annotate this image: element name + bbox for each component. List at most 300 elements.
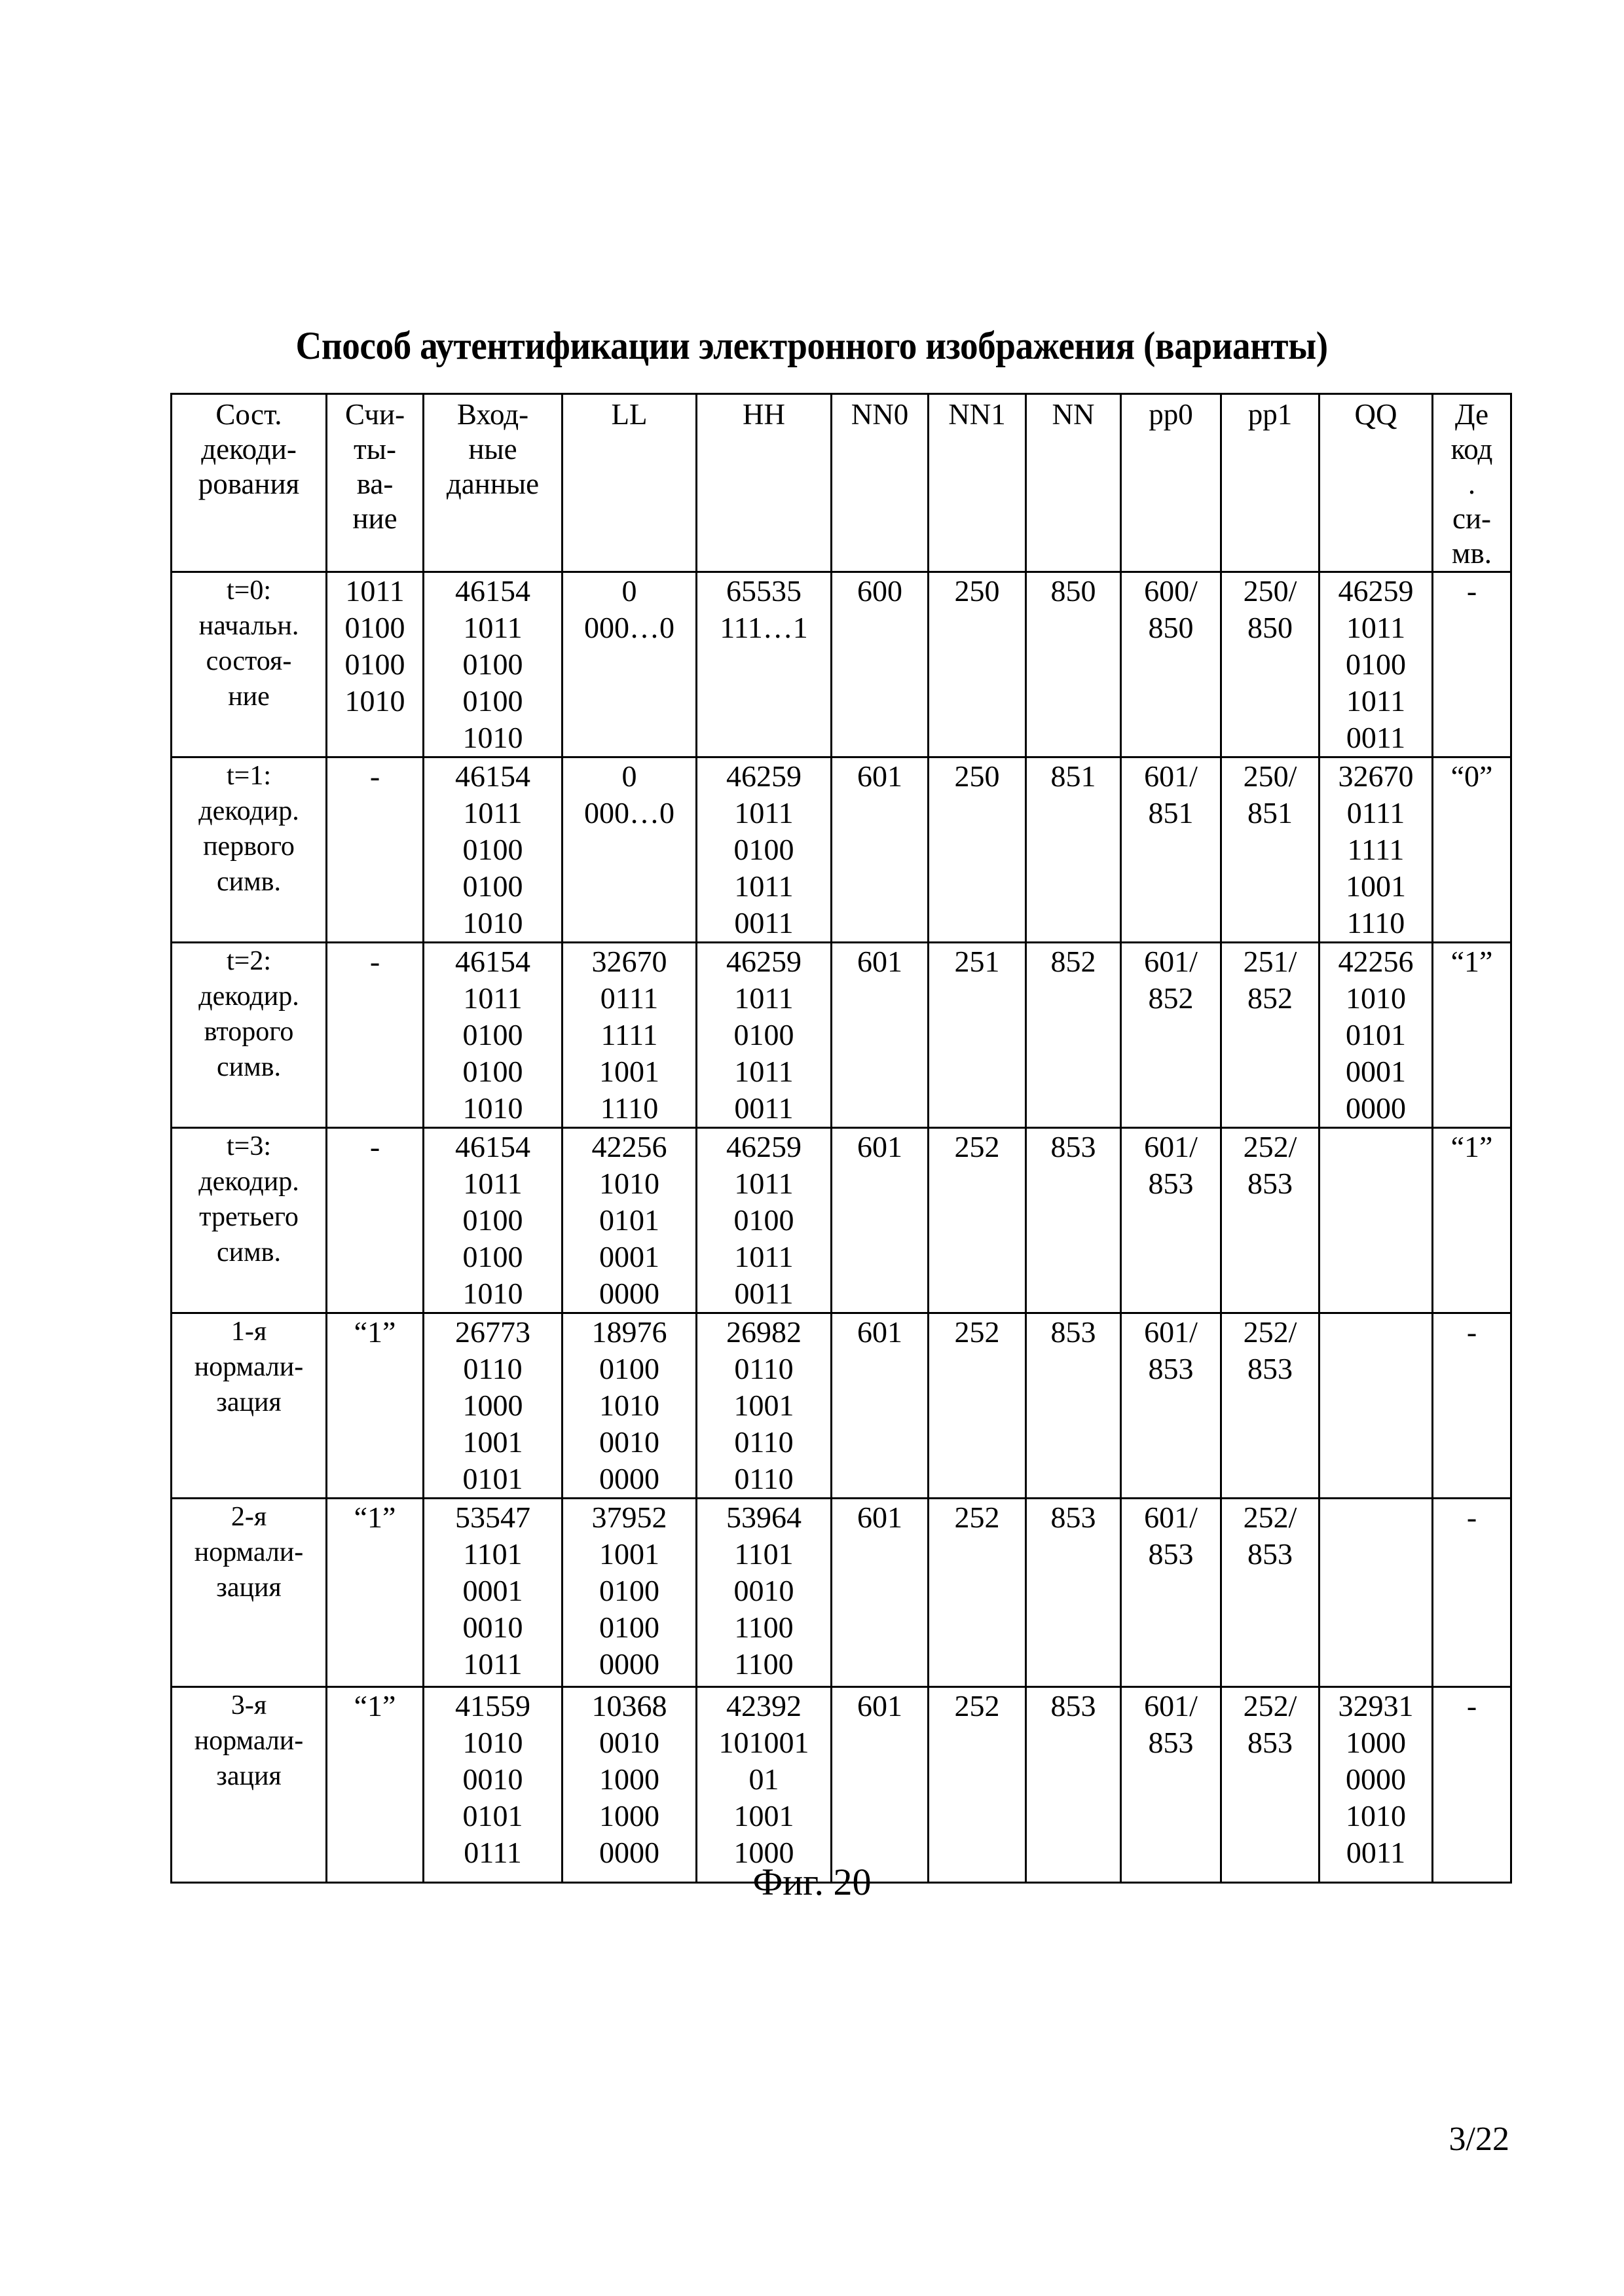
cell-ll [563,943,697,1128]
cell-line: 850 [1122,610,1220,646]
cell-state [172,1687,327,1883]
cell-input-data [424,1499,563,1687]
cell-line: 1001 [1320,868,1431,905]
cell-line: 1011 [424,980,561,1017]
cell-line: 252 [929,1129,1025,1165]
cell-line: 1000 [563,1761,695,1798]
cell-line: 852 [1222,980,1318,1017]
cell-line: “1” [1433,943,1510,980]
header-line: си- [1433,501,1510,536]
cell-line: 1101 [424,1536,561,1573]
cell-line: 10368 [563,1688,695,1724]
header-line: ние [327,501,422,536]
cell-line: 1100 [697,1646,830,1683]
cell-line: t=0: [172,573,325,608]
cell-qq [1320,757,1433,943]
cell-nn0 [832,1687,929,1883]
cell-line: 0100 [424,646,561,683]
cell-line: 0100 [327,610,422,646]
cell-line: 1010 [424,905,561,941]
cell-line: 53547 [424,1499,561,1536]
cell-line: 0010 [563,1424,695,1461]
cell-line: 601 [832,1688,927,1724]
column-header-nn [1026,394,1121,572]
cell-line: 1011 [1320,683,1431,720]
cell-line: 853 [1222,1724,1318,1761]
cell-line: 601 [832,1499,927,1536]
cell-line: 601/ [1122,1129,1220,1165]
cell-line: 853 [1222,1165,1318,1202]
header-line: рования [172,467,325,501]
cell-line: 252 [929,1688,1025,1724]
cell-line: зация [172,1570,325,1605]
cell-line: 0000 [1320,1090,1431,1127]
decoding-state-table [170,393,1512,1884]
table-row [172,1128,1511,1313]
cell-qq [1320,1128,1433,1313]
cell-line: 0011 [697,905,830,941]
column-header-reading [327,394,424,572]
cell-hh [697,1128,832,1313]
cell-line: нормали- [172,1535,325,1570]
cell-line: 32931 [1320,1688,1431,1724]
cell-nn [1026,1499,1121,1687]
cell-line: 0110 [697,1424,830,1461]
cell-input-data [424,1313,563,1499]
header-line: Вход- [424,397,561,432]
cell-line: 111…1 [697,610,830,646]
cell-line: 0100 [424,1017,561,1053]
cell-decoded-symbol [1433,1499,1511,1687]
cell-line: 2-я [172,1499,325,1535]
cell-line: 65535 [697,573,830,610]
cell-line: 0100 [697,1202,830,1239]
cell-pp0 [1121,572,1221,757]
header-line: QQ [1320,397,1431,432]
cell-line: “1” [327,1314,422,1351]
header-line: LL [563,397,695,432]
cell-reading [327,943,424,1128]
cell-line: - [327,943,422,980]
table-row [172,1499,1511,1687]
cell-line: нормали- [172,1723,325,1758]
cell-line: 46154 [424,1129,561,1165]
cell-qq [1320,1499,1433,1687]
cell-line: зация [172,1385,325,1420]
header-line: pp1 [1222,397,1318,432]
cell-line: 0011 [697,1090,830,1127]
cell-line: зация [172,1758,325,1794]
cell-line: 26773 [424,1314,561,1351]
cell-line: 1101 [697,1536,830,1573]
cell-line: 853 [1222,1536,1318,1573]
header-line: . [1433,467,1510,501]
cell-nn [1026,1313,1121,1499]
cell-line: 46259 [697,1129,830,1165]
cell-reading [327,1128,424,1313]
cell-line: 0000 [563,1834,695,1871]
cell-line: t=2: [172,943,325,979]
cell-decoded-symbol [1433,572,1511,757]
figure-caption: Фиг. 20 [0,1859,1624,1905]
cell-line: 601/ [1122,943,1220,980]
cell-reading [327,572,424,757]
cell-line: 1011 [327,573,422,610]
cell-pp0 [1121,1687,1221,1883]
cell-line: 46154 [424,758,561,795]
table-row [172,757,1511,943]
cell-nn1 [929,1128,1026,1313]
cell-pp1 [1221,1499,1320,1687]
cell-line: 1001 [697,1387,830,1424]
cell-nn0 [832,1499,929,1687]
cell-line: декодир. [172,979,325,1014]
cell-line: 1010 [563,1165,695,1202]
cell-qq [1320,1687,1433,1883]
cell-line: 251 [929,943,1025,980]
cell-line: 1010 [327,683,422,720]
column-header-ll [563,394,697,572]
cell-line: 1011 [1320,610,1431,646]
header-line: ва- [327,467,422,501]
cell-state [172,943,327,1128]
cell-state [172,1128,327,1313]
cell-pp1 [1221,943,1320,1128]
cell-line: 851 [1222,795,1318,831]
cell-line: 600/ [1122,573,1220,610]
header-line: NN [1027,397,1120,432]
cell-pp0 [1121,1128,1221,1313]
cell-line: 0110 [697,1461,830,1497]
cell-hh [697,1313,832,1499]
cell-line: 853 [1122,1165,1220,1202]
column-header-hh [697,394,832,572]
cell-line: 252/ [1222,1688,1318,1724]
cell-nn0 [832,1128,929,1313]
table-row [172,1313,1511,1499]
cell-nn [1026,943,1121,1128]
cell-input-data [424,572,563,757]
header-line: декоди- [172,432,325,467]
cell-line: 1111 [1320,831,1431,868]
cell-ll [563,757,697,943]
cell-line: 0011 [1320,1834,1431,1871]
cell-pp0 [1121,1313,1221,1499]
cell-line: 0001 [563,1239,695,1275]
cell-line: симв. [172,864,325,900]
header-line: код [1433,432,1510,467]
cell-line: 1011 [697,868,830,905]
cell-ll [563,572,697,757]
cell-line: 46259 [1320,573,1431,610]
cell-line: 1010 [424,720,561,756]
header-line: мв. [1433,536,1510,571]
cell-line: 601 [832,1314,927,1351]
cell-line: 252 [929,1499,1025,1536]
cell-line: 0 [563,758,695,795]
cell-line: нормали- [172,1349,325,1385]
page-number: 3/22 [1449,2120,1509,2159]
cell-line: 853 [1122,1724,1220,1761]
cell-line: 1001 [563,1053,695,1090]
cell-line: 0100 [1320,646,1431,683]
cell-line: 1001 [697,1798,830,1834]
cell-line: 1011 [697,1165,830,1202]
cell-line: 000…0 [563,795,695,831]
column-header-qq [1320,394,1433,572]
cell-line: 0010 [424,1609,561,1646]
cell-line: 0000 [563,1461,695,1497]
cell-nn0 [832,1313,929,1499]
cell-input-data [424,943,563,1128]
cell-line: 42256 [1320,943,1431,980]
document-title-text: Способ аутентификации электронного изображения (варианты) [296,319,1328,372]
cell-line: 0000 [1320,1761,1431,1798]
header-line: Сост. [172,397,325,432]
cell-line: 1111 [563,1017,695,1053]
cell-line: 1011 [424,1646,561,1683]
cell-line: 850 [1027,573,1120,610]
cell-line: 0100 [424,1202,561,1239]
cell-pp0 [1121,1499,1221,1687]
cell-line: 1010 [1320,980,1431,1017]
cell-line: 853 [1027,1129,1120,1165]
cell-hh [697,572,832,757]
cell-nn1 [929,943,1026,1128]
cell-line: 0011 [1320,720,1431,756]
cell-line: - [327,758,422,795]
cell-pp0 [1121,757,1221,943]
cell-line: 1010 [563,1387,695,1424]
cell-line: 250/ [1222,758,1318,795]
cell-line: 0001 [424,1573,561,1609]
cell-line: начальн. [172,608,325,644]
cell-nn1 [929,572,1026,757]
cell-line: “1” [327,1688,422,1724]
cell-line: 853 [1027,1688,1120,1724]
cell-line: 853 [1122,1536,1220,1573]
cell-line: 0 [563,573,695,610]
column-header-decoded-symbol [1433,394,1511,572]
cell-hh [697,943,832,1128]
cell-line: 1000 [697,1834,830,1871]
header-line: ты- [327,432,422,467]
cell-line: 0000 [563,1646,695,1683]
cell-line: 1000 [563,1798,695,1834]
cell-line: 252/ [1222,1499,1318,1536]
cell-line: 1011 [697,795,830,831]
cell-decoded-symbol [1433,1128,1511,1313]
cell-line: 601/ [1122,1688,1220,1724]
cell-reading [327,1313,424,1499]
cell-line: 850 [1222,610,1318,646]
cell-reading [327,1499,424,1687]
cell-line: 1011 [424,610,561,646]
cell-line: 853 [1027,1499,1120,1536]
cell-line: 42256 [563,1129,695,1165]
cell-state [172,1313,327,1499]
column-header-input-data [424,394,563,572]
cell-line: третьего [172,1199,325,1235]
cell-pp1 [1221,1687,1320,1883]
cell-line: 0100 [424,1239,561,1275]
cell-state [172,757,327,943]
cell-line: 0100 [697,831,830,868]
cell-line: 0011 [697,1275,830,1312]
cell-line: 0100 [424,683,561,720]
header-line: HH [697,397,830,432]
column-header-pp1 [1221,394,1320,572]
cell-line: 0010 [424,1761,561,1798]
header-line: Де [1433,397,1510,432]
cell-line: 42392 [697,1688,830,1724]
cell-line: второго [172,1014,325,1049]
table-header-row [172,394,1511,572]
cell-line: t=3: [172,1129,325,1164]
cell-line: 53964 [697,1499,830,1536]
cell-line: 0100 [563,1573,695,1609]
cell-line: симв. [172,1235,325,1270]
cell-line: 1010 [424,1090,561,1127]
cell-line: 0101 [563,1202,695,1239]
cell-line: 601 [832,1129,927,1165]
cell-line: 32670 [563,943,695,980]
cell-reading [327,757,424,943]
cell-nn0 [832,757,929,943]
cell-line: 252 [929,1314,1025,1351]
cell-line: 0110 [424,1351,561,1387]
header-line: pp0 [1122,397,1220,432]
cell-input-data [424,757,563,943]
cell-ll [563,1313,697,1499]
cell-line: 852 [1122,980,1220,1017]
cell-line: 0100 [424,831,561,868]
cell-line: 01 [697,1761,830,1798]
cell-line: 18976 [563,1314,695,1351]
cell-nn [1026,757,1121,943]
cell-line: 600 [832,573,927,610]
cell-line: - [327,1129,422,1165]
cell-ll [563,1499,697,1687]
header-line: данные [424,467,561,501]
header-line: NN1 [929,397,1025,432]
cell-nn1 [929,1499,1026,1687]
cell-decoded-symbol [1433,943,1511,1128]
cell-line: 601 [832,943,927,980]
column-header-nn1 [929,394,1026,572]
cell-line: 0111 [1320,795,1431,831]
table-row [172,572,1511,757]
cell-line: 46259 [697,943,830,980]
cell-nn [1026,1128,1121,1313]
cell-line: 0100 [563,1351,695,1387]
cell-line: 0101 [424,1798,561,1834]
cell-nn1 [929,757,1026,943]
cell-reading [327,1687,424,1883]
cell-line: 601 [832,758,927,795]
header-line: NN0 [832,397,927,432]
cell-nn0 [832,572,929,757]
cell-line: 1000 [424,1387,561,1424]
cell-nn0 [832,943,929,1128]
cell-line: 1110 [1320,905,1431,941]
cell-line: 1011 [424,1165,561,1202]
cell-line: 0111 [563,980,695,1017]
cell-line: 26982 [697,1314,830,1351]
cell-line: 1110 [563,1090,695,1127]
cell-pp1 [1221,757,1320,943]
cell-line: 1011 [697,1239,830,1275]
cell-line: декодир. [172,793,325,829]
cell-line: симв. [172,1049,325,1085]
cell-line: 852 [1027,943,1120,980]
cell-qq [1320,1313,1433,1499]
table-row [172,1687,1511,1883]
cell-line: 46154 [424,573,561,610]
cell-line: 000…0 [563,610,695,646]
cell-qq [1320,572,1433,757]
cell-hh [697,1499,832,1687]
cell-decoded-symbol [1433,1313,1511,1499]
cell-line: 851 [1027,758,1120,795]
cell-line: первого [172,829,325,864]
cell-line: состоя- [172,644,325,679]
cell-line: 0111 [424,1834,561,1871]
cell-line: 853 [1027,1314,1120,1351]
cell-line: 0001 [1320,1053,1431,1090]
cell-line: 46259 [697,758,830,795]
cell-line: 0101 [1320,1017,1431,1053]
cell-line: 1010 [424,1275,561,1312]
cell-line: - [1433,1499,1510,1536]
cell-input-data [424,1128,563,1313]
cell-line: 0100 [327,646,422,683]
cell-line: 1011 [697,1053,830,1090]
cell-line: 1-я [172,1314,325,1349]
cell-line: 601/ [1122,1499,1220,1536]
cell-line: “1” [327,1499,422,1536]
cell-line: 252/ [1222,1129,1318,1165]
cell-line: 3-я [172,1688,325,1723]
cell-line: “0” [1433,758,1510,795]
column-header-pp0 [1121,394,1221,572]
cell-hh [697,757,832,943]
cell-line: 0010 [563,1724,695,1761]
cell-line: 101001 [697,1724,830,1761]
cell-line: 601/ [1122,1314,1220,1351]
cell-input-data [424,1687,563,1883]
cell-decoded-symbol [1433,757,1511,943]
cell-line: 1001 [563,1536,695,1573]
table-row [172,943,1511,1128]
cell-pp1 [1221,1313,1320,1499]
cell-line: - [1433,573,1510,610]
cell-decoded-symbol [1433,1687,1511,1883]
cell-line: “1” [1433,1129,1510,1165]
cell-nn [1026,1687,1121,1883]
cell-pp1 [1221,572,1320,757]
cell-nn [1026,572,1121,757]
column-header-nn0 [832,394,929,572]
cell-line: 0100 [424,1053,561,1090]
cell-line: 853 [1222,1351,1318,1387]
cell-line: 0100 [697,1017,830,1053]
cell-line: 251/ [1222,943,1318,980]
cell-line: 0101 [424,1461,561,1497]
cell-line: 252/ [1222,1314,1318,1351]
cell-hh [697,1687,832,1883]
cell-line: 1001 [424,1424,561,1461]
